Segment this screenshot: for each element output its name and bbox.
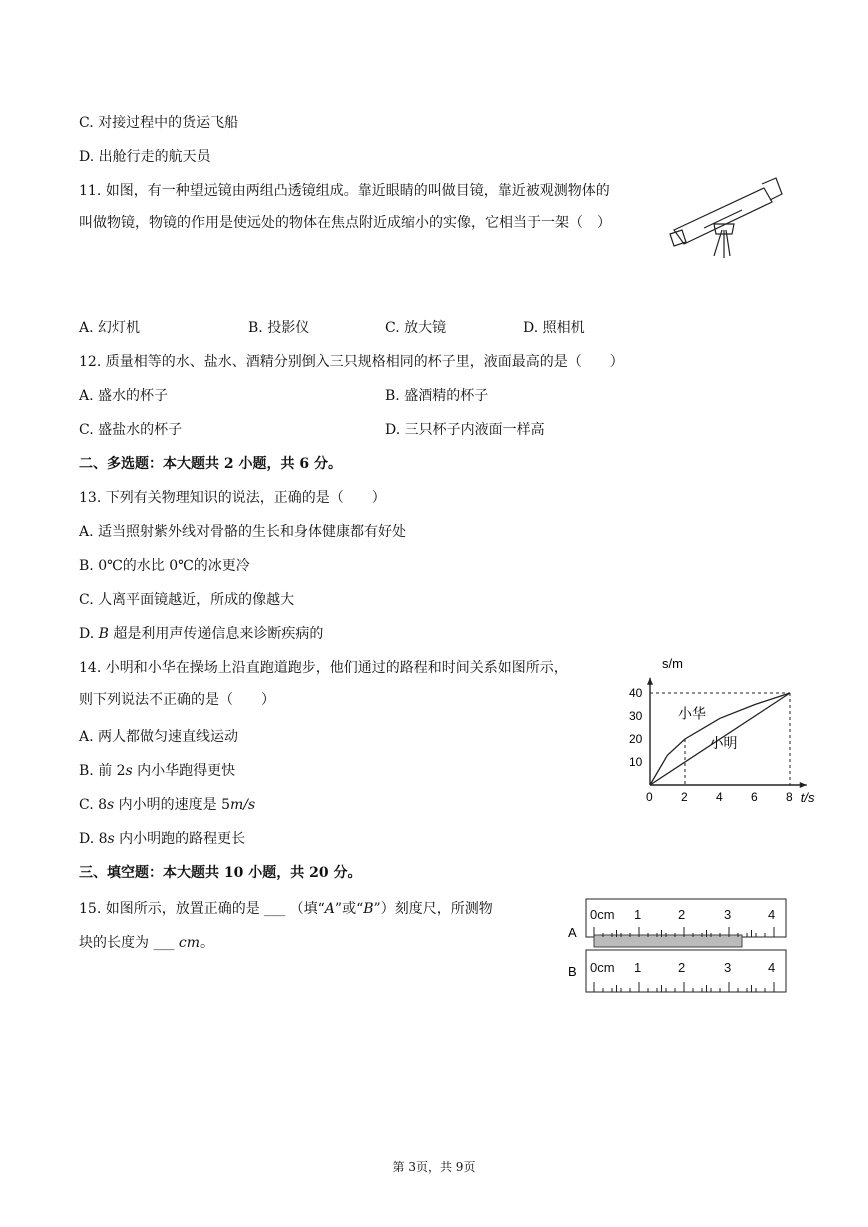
x-tick-label-8: 8 xyxy=(786,790,793,804)
q10-option-c: C. 对接过程中的货运飞船 xyxy=(79,115,239,131)
y-tick-label-20: 20 xyxy=(629,732,643,746)
ruler-a-label-1: 1 xyxy=(634,907,642,922)
x-tick-label-6: 6 xyxy=(751,790,758,804)
q14-option-a: A. 两人都做匀速直线运动 xyxy=(79,729,239,745)
q11-stem-line1: 11. 如图，有一种望远镜由两组凸透镜组成。靠近眼睛的叫做目镜，靠近被观测物体的 xyxy=(79,183,610,199)
ruler-figure xyxy=(564,895,790,995)
q11-option-a: A. 幻灯机 xyxy=(79,320,141,336)
q13-option-a: A. 适当照射紫外线对骨骼的生长和身体健康都有好处 xyxy=(79,524,407,540)
ruler-b-label-1: 1 xyxy=(634,960,642,975)
distance-time-chart xyxy=(620,652,815,807)
y-tick-label-30: 30 xyxy=(629,709,643,723)
ruler-a-label: A xyxy=(568,925,577,940)
telescope-figure xyxy=(664,178,784,260)
q15-stem-line1: 15. 如图所示，放置正确的是 ___ （填“A”或“B”）刻度尺，所测物 xyxy=(79,901,493,917)
x-tick-label-4: 4 xyxy=(716,790,723,804)
ruler-a-label-2: 2 xyxy=(678,907,686,922)
q13-option-b: B. 0℃的水比 0℃的冰更冷 xyxy=(79,558,250,574)
q13-option-c: C. 人离平面镜越近，所成的像越大 xyxy=(79,592,295,608)
section-3-heading: 三、填空题：本大题共 10 小题，共 20 分。 xyxy=(79,865,362,881)
section-2-heading: 二、多选题：本大题共 2 小题，共 6 分。 xyxy=(79,456,342,472)
q11-option-c: C. 放大镜 xyxy=(385,320,447,336)
q12-option-d: D. 三只杯子内液面一样高 xyxy=(385,422,545,438)
ruler-a-label-3: 3 xyxy=(724,907,732,922)
q14-option-b: B. 前 2s 内小华跑得更快 xyxy=(79,763,236,779)
q12-stem: 12. 质量相等的水、盐水、酒精分别倒入三只规格相同的杯子里，液面最高的是（ ） xyxy=(79,354,624,370)
q11-stem-line2: 叫做物镜，物镜的作用是使远处的物体在焦点附近成缩小的实像，它相当于一架（ ） xyxy=(79,215,611,231)
q11-option-d: D. 照相机 xyxy=(523,320,585,336)
q13-stem: 13. 下列有关物理知识的说法，正确的是（ ） xyxy=(79,490,386,506)
q14-option-d: D. 8s 内小明跑的路程更长 xyxy=(79,831,246,847)
q12-option-a: A. 盛水的杯子 xyxy=(79,388,169,404)
q12-option-b: B. 盛酒精的杯子 xyxy=(385,388,489,404)
x-tick-label-2: 2 xyxy=(681,790,688,804)
q13-option-d: D. B 超是利用声传递信息来诊断疾病的 xyxy=(79,626,324,642)
q12-option-c: C. 盛盐水的杯子 xyxy=(79,422,183,438)
q14-stem-line1: 14. 小明和小华在操场上沿直跑道跑步，他们通过的路程和时间关系如图所示， xyxy=(79,660,568,676)
y-axis-label: s/m xyxy=(662,656,683,671)
series-annotation-1: 小明 xyxy=(709,735,738,752)
q15-stem-line2: 块的长度为 ___ cm。 xyxy=(79,935,215,951)
x-axis-label: t/s xyxy=(800,790,815,805)
y-tick-label-10: 10 xyxy=(629,755,643,769)
y-axis-arrow xyxy=(647,678,653,685)
q11-option-b: B. 投影仪 xyxy=(248,320,310,336)
q10-option-d: D. 出舱行走的航天员 xyxy=(79,149,211,165)
ruler-b-label-3: 3 xyxy=(724,960,732,975)
ruler-b-label-0: 0cm xyxy=(590,960,615,975)
ruler-b-label: B xyxy=(568,964,577,979)
y-tick-label-40: 40 xyxy=(629,686,643,700)
x-axis-arrow xyxy=(800,782,807,788)
q14-stem-line2: 则下列说法不正确的是（ ） xyxy=(79,692,275,708)
ruler-a-label-0: 0cm xyxy=(590,907,615,922)
ruler-a-label-4: 4 xyxy=(768,907,776,922)
page-footer: 第 3页，共 9页 xyxy=(392,1160,476,1174)
x-tick-label-0: 0 xyxy=(646,790,653,804)
ruler-b-label-2: 2 xyxy=(678,960,686,975)
ruler-b-label-4: 4 xyxy=(768,960,776,975)
series-annotation-0: 小华 xyxy=(678,705,706,722)
q14-option-c: C. 8s 内小明的速度是 5m/s xyxy=(79,797,256,813)
